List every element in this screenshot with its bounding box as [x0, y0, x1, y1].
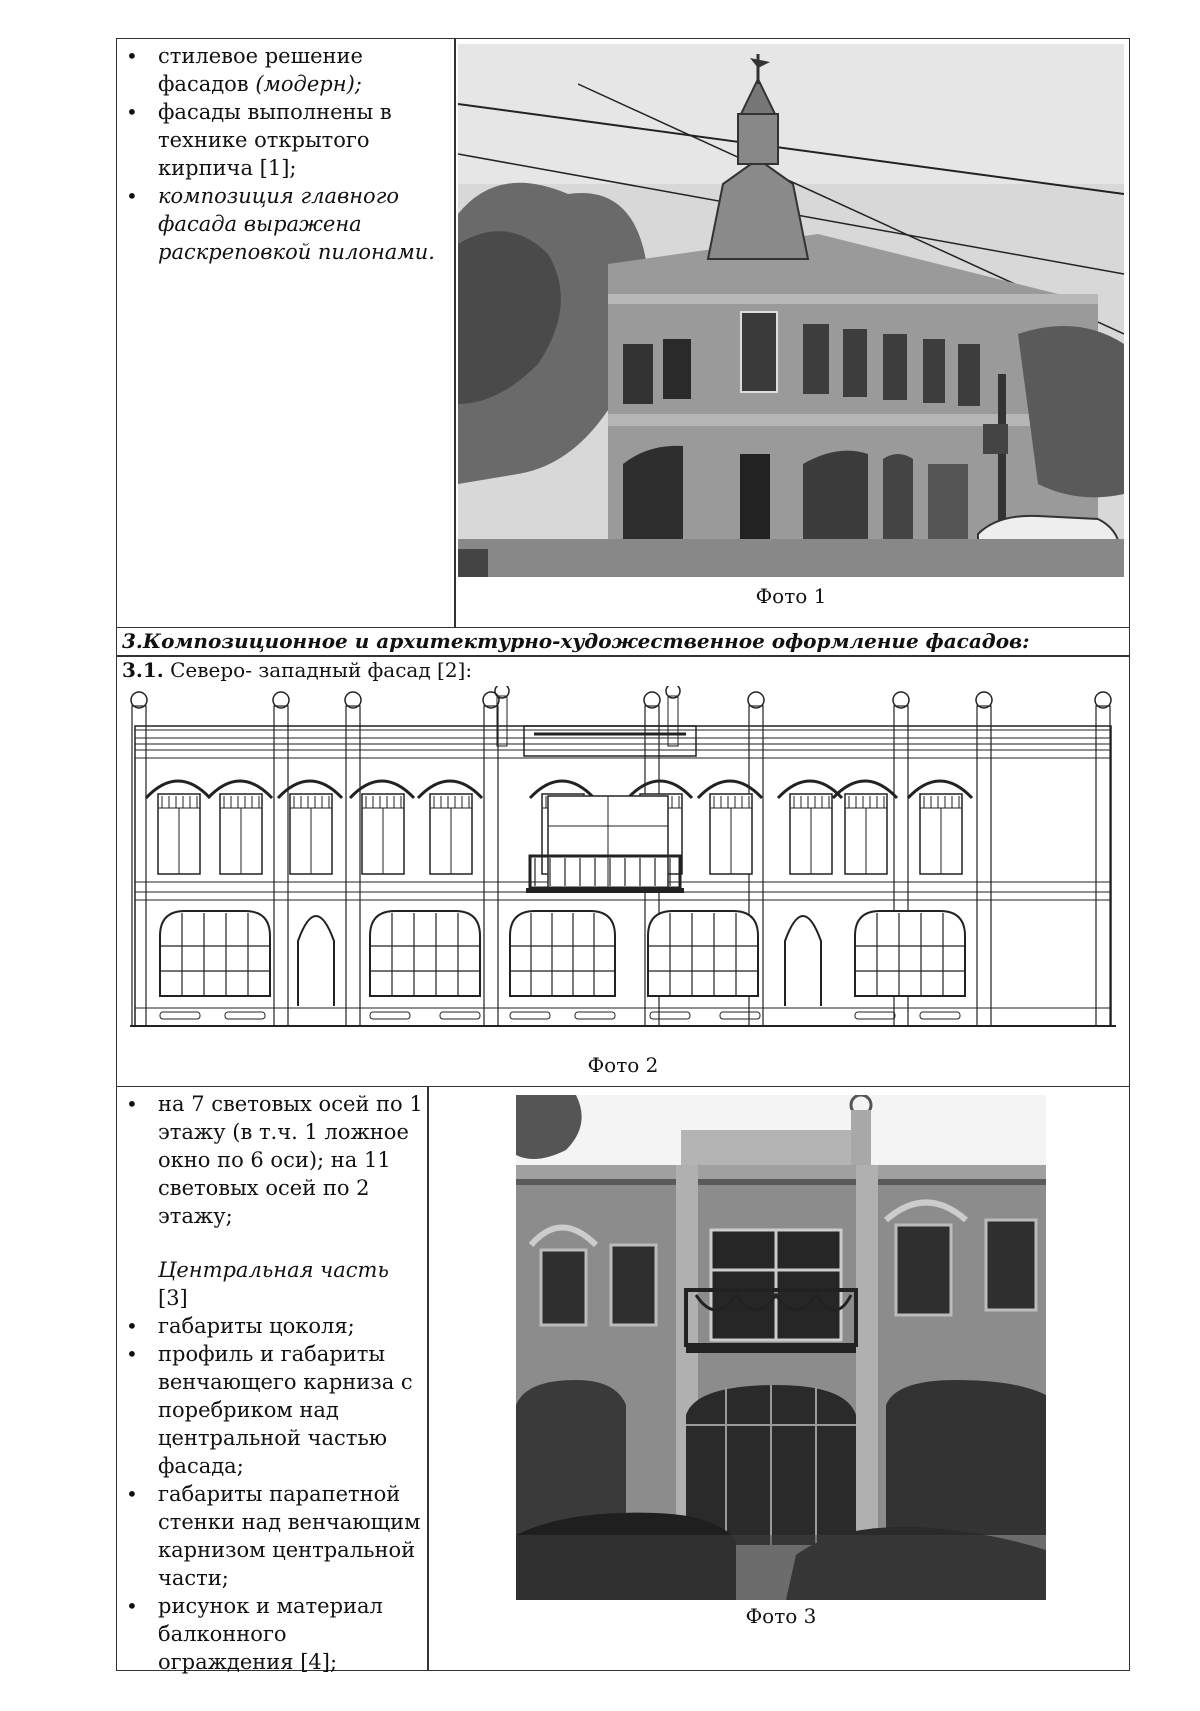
bullet-text: габариты парапетной стенки над венчающим карнизом центральной части;	[158, 1482, 421, 1590]
central-part-label: Центральная часть	[158, 1258, 389, 1282]
bullet-italic: (модерн);	[255, 72, 362, 96]
bullet-text: рисунок и материал балконного ограждения [4];	[158, 1594, 383, 1674]
list-item	[120, 1480, 425, 1592]
bullet-text: профиль и габариты венчающего карниза с поребриком над центральной частью фасада;	[158, 1342, 413, 1478]
subsection-number: 3.1.	[122, 658, 164, 682]
table-divider	[454, 38, 456, 628]
block3-central-list	[120, 1312, 425, 1676]
list-item	[120, 1312, 425, 1340]
bullet-text: фасады выполнены в технике открытого кирпича [1];	[158, 100, 392, 180]
bullet-text: габариты цоколя;	[158, 1314, 355, 1338]
photo-3-caption: Фото 3	[745, 1604, 817, 1628]
photo-1-corner-building	[458, 44, 1124, 577]
bullet-text: стилевое решение фасадов	[158, 44, 363, 96]
list-item	[120, 1090, 425, 1230]
table-divider	[427, 1086, 429, 1671]
list-item	[120, 98, 450, 182]
block1-bullets	[120, 42, 450, 266]
photo-3-central-facade	[516, 1095, 1046, 1600]
subsection-3-1	[122, 658, 1122, 682]
section-title-divider	[116, 655, 1130, 657]
list-item	[120, 1592, 425, 1676]
central-part-ref: [3]	[158, 1286, 188, 1310]
list-item	[120, 1340, 425, 1480]
photo-2-caption: Фото 2	[587, 1053, 659, 1077]
bullet-text: на 7 световых осей по 1 этажу (в т.ч. 1 ложное окно по 6 оси); на 11 световых осей по 2 этажу;	[158, 1092, 423, 1228]
list-item	[120, 182, 450, 266]
section-3-title: 3.Композиционное и архитектурно-художественное оформление фасадов:	[122, 629, 1030, 653]
list-item	[120, 42, 450, 98]
bullet-text: композиция главного фасада выражена раскреповкой пилонами.	[158, 184, 435, 264]
block1-text-cell	[120, 42, 450, 266]
block3-text-cell	[120, 1090, 425, 1676]
block3-intro-list	[120, 1090, 425, 1230]
photo-1-caption: Фото 1	[755, 584, 827, 608]
central-part-heading	[120, 1256, 425, 1312]
subsection-text: Северо- западный фасад [2]:	[163, 658, 473, 682]
photo-2-facade-drawing	[130, 686, 1116, 1046]
